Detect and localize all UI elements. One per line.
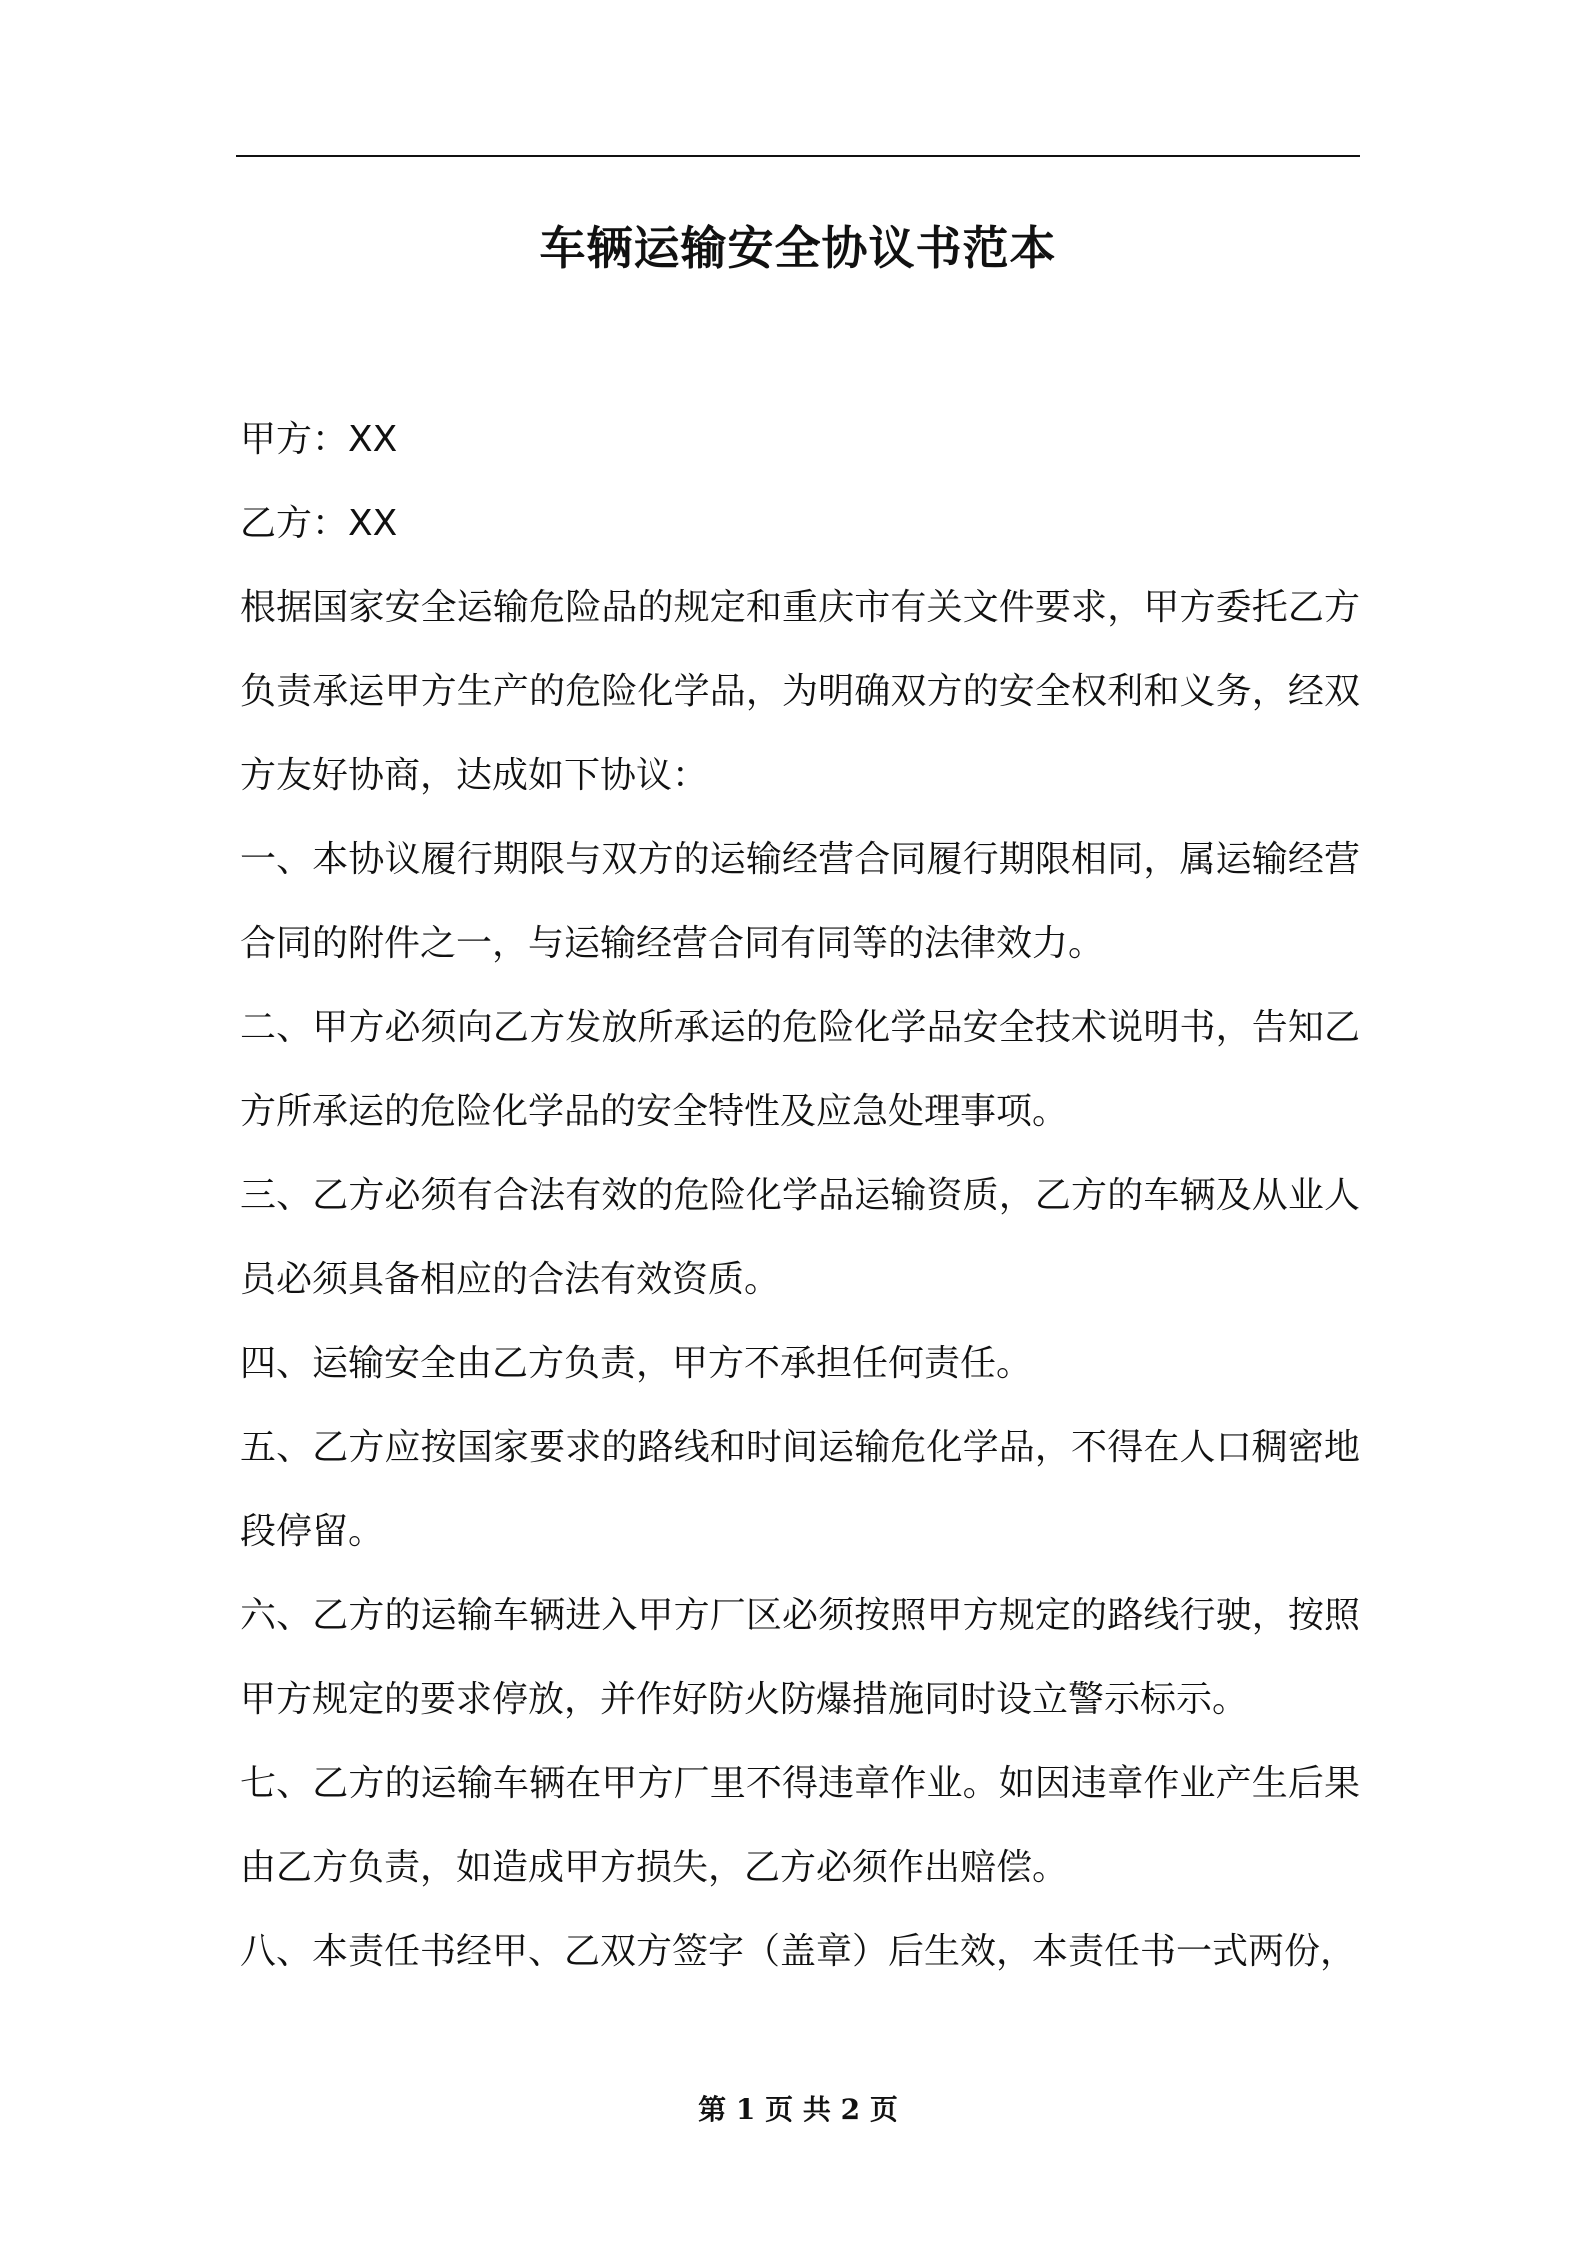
party-b-line: 乙方：XX bbox=[240, 503, 398, 544]
page-number: 第 1 页 共 2 页 bbox=[698, 2093, 898, 2126]
clause-3: 三、乙方必须有合法有效的危险化学品运输资质，乙方的车辆及从业人员必须具备相应的合法有效资质。 bbox=[240, 1175, 1360, 1300]
clause-8: 八、本责任书经甲、乙双方签字（盖章）后生效，本责任书一式两份， bbox=[240, 1931, 1357, 1972]
preamble-paragraph: 根据国家安全运输危险品的规定和重庆市有关文件要求，甲方委托乙方负责承运甲方生产的危险化学品，为明确双方的安全权利和义务，经双方友好协商，达成如下协议： bbox=[240, 587, 1360, 796]
clause-4: 四、运输安全由乙方负责，甲方不承担任何责任。 bbox=[240, 1343, 1033, 1384]
document-body bbox=[240, 398, 1360, 1994]
clause-6: 六、乙方的运输车辆进入甲方厂区必须按照甲方规定的路线行驶，按照甲方规定的要求停放，并作好防火防爆措施同时设立警示标示。 bbox=[240, 1595, 1360, 1720]
clause-1: 一、本协议履行期限与双方的运输经营合同履行期限相同，属运输经营合同的附件之一，与运输经营合同有同等的法律效力。 bbox=[240, 839, 1360, 964]
clause-7: 七、乙方的运输车辆在甲方厂里不得违章作业。如因违章作业产生后果由乙方负责，如造成甲方损失，乙方必须作出赔偿。 bbox=[240, 1763, 1360, 1888]
clause-5: 五、乙方应按国家要求的路线和时间运输危化学品，不得在人口稠密地段停留。 bbox=[240, 1427, 1360, 1552]
header-rule bbox=[236, 155, 1360, 157]
party-a-line: 甲方：XX bbox=[240, 419, 398, 460]
document-title: 车辆运输安全协议书范本 bbox=[539, 221, 1057, 275]
clause-2: 二、甲方必须向乙方发放所承运的危险化学品安全技术说明书，告知乙方所承运的危险化学品的安全特性及应急处理事项。 bbox=[240, 1007, 1360, 1132]
